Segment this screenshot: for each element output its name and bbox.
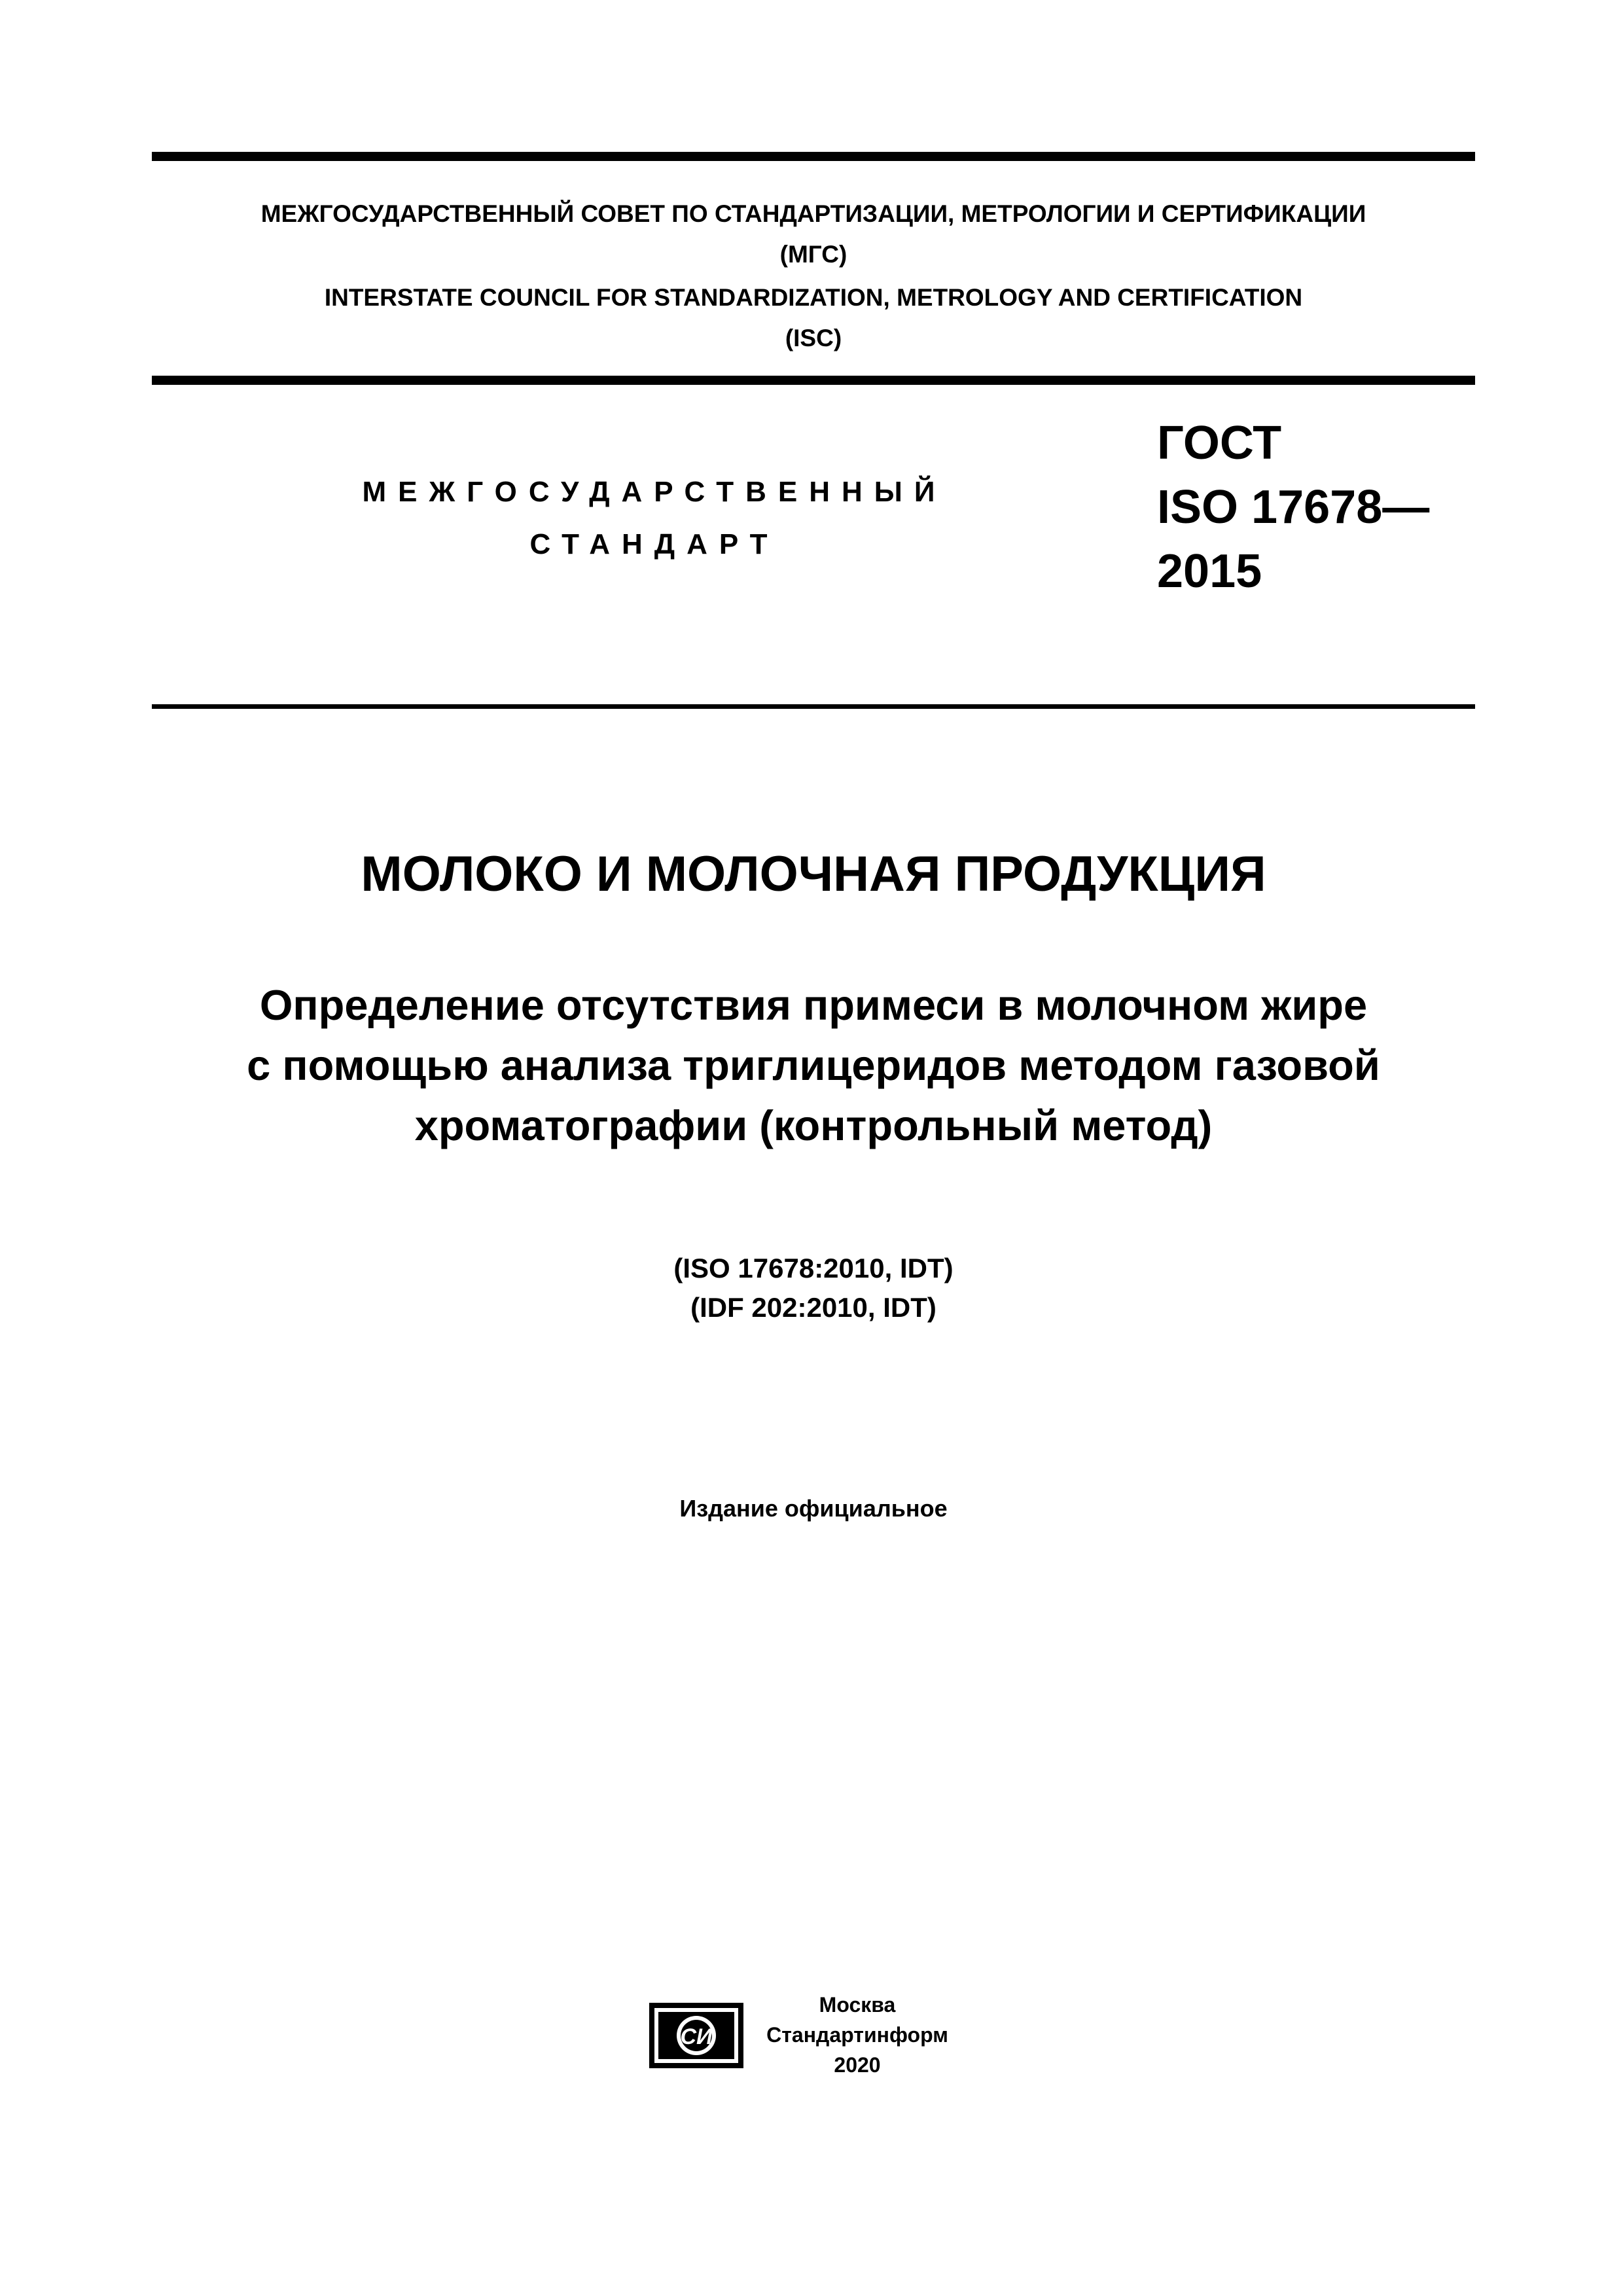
- standard-designation: [1157, 411, 1429, 603]
- main-title: МОЛОКО И МОЛОЧНАЯ ПРОДУКЦИЯ: [361, 846, 1266, 902]
- standard-type-line2: СТАНДАРТ: [529, 528, 779, 560]
- publisher-city: Москва: [819, 1993, 896, 2017]
- designation-rule: [152, 704, 1475, 709]
- publisher-name: Стандартинформ: [766, 2023, 948, 2047]
- council-abbr-en: (ISC): [785, 325, 842, 351]
- reference-idf: (IDF 202:2010, IDT): [690, 1292, 936, 1323]
- logo-letters: СИ: [680, 2024, 713, 2049]
- subtitle-line: Определение отсутствия примеси в молочном жире: [259, 981, 1368, 1029]
- edition-note: Издание официальное: [679, 1495, 948, 1522]
- designation-year: 2015: [1157, 545, 1262, 598]
- subtitle-line: хроматографии (контрольный метод): [414, 1102, 1213, 1149]
- subtitle: [152, 975, 1475, 1156]
- standard-references: [152, 1249, 1475, 1327]
- header-bottom-rule: [152, 376, 1475, 385]
- council-abbr-ru: (МГС): [779, 241, 847, 268]
- standard-type-line1: МЕЖГОСУДАРСТВЕННЫЙ: [362, 476, 947, 508]
- reference-iso: (ISO 17678:2010, IDT): [673, 1253, 954, 1283]
- council-name-ru: МЕЖГОСУДАРСТВЕННЫЙ СОВЕТ ПО СТАНДАРТИЗАЦИИ, МЕТРОЛОГИИ И СЕРТИФИКАЦИИ: [260, 200, 1366, 227]
- top-rule: [152, 152, 1475, 161]
- publisher-imprint: [759, 1990, 955, 2080]
- publisher-year: 2020: [834, 2053, 881, 2077]
- subtitle-line: с помощью анализа триглицеридов методом газовой: [247, 1041, 1380, 1089]
- designation-gost: ГОСТ: [1157, 417, 1282, 469]
- council-name-en: INTERSTATE COUNCIL FOR STANDARDIZATION, METROLOGY AND CERTIFICATION: [324, 284, 1303, 311]
- standard-type: [301, 466, 1008, 571]
- standartinform-logo-icon: [649, 1998, 743, 2073]
- council-header: [152, 194, 1475, 359]
- designation-number: ISO 17678—: [1157, 481, 1430, 533]
